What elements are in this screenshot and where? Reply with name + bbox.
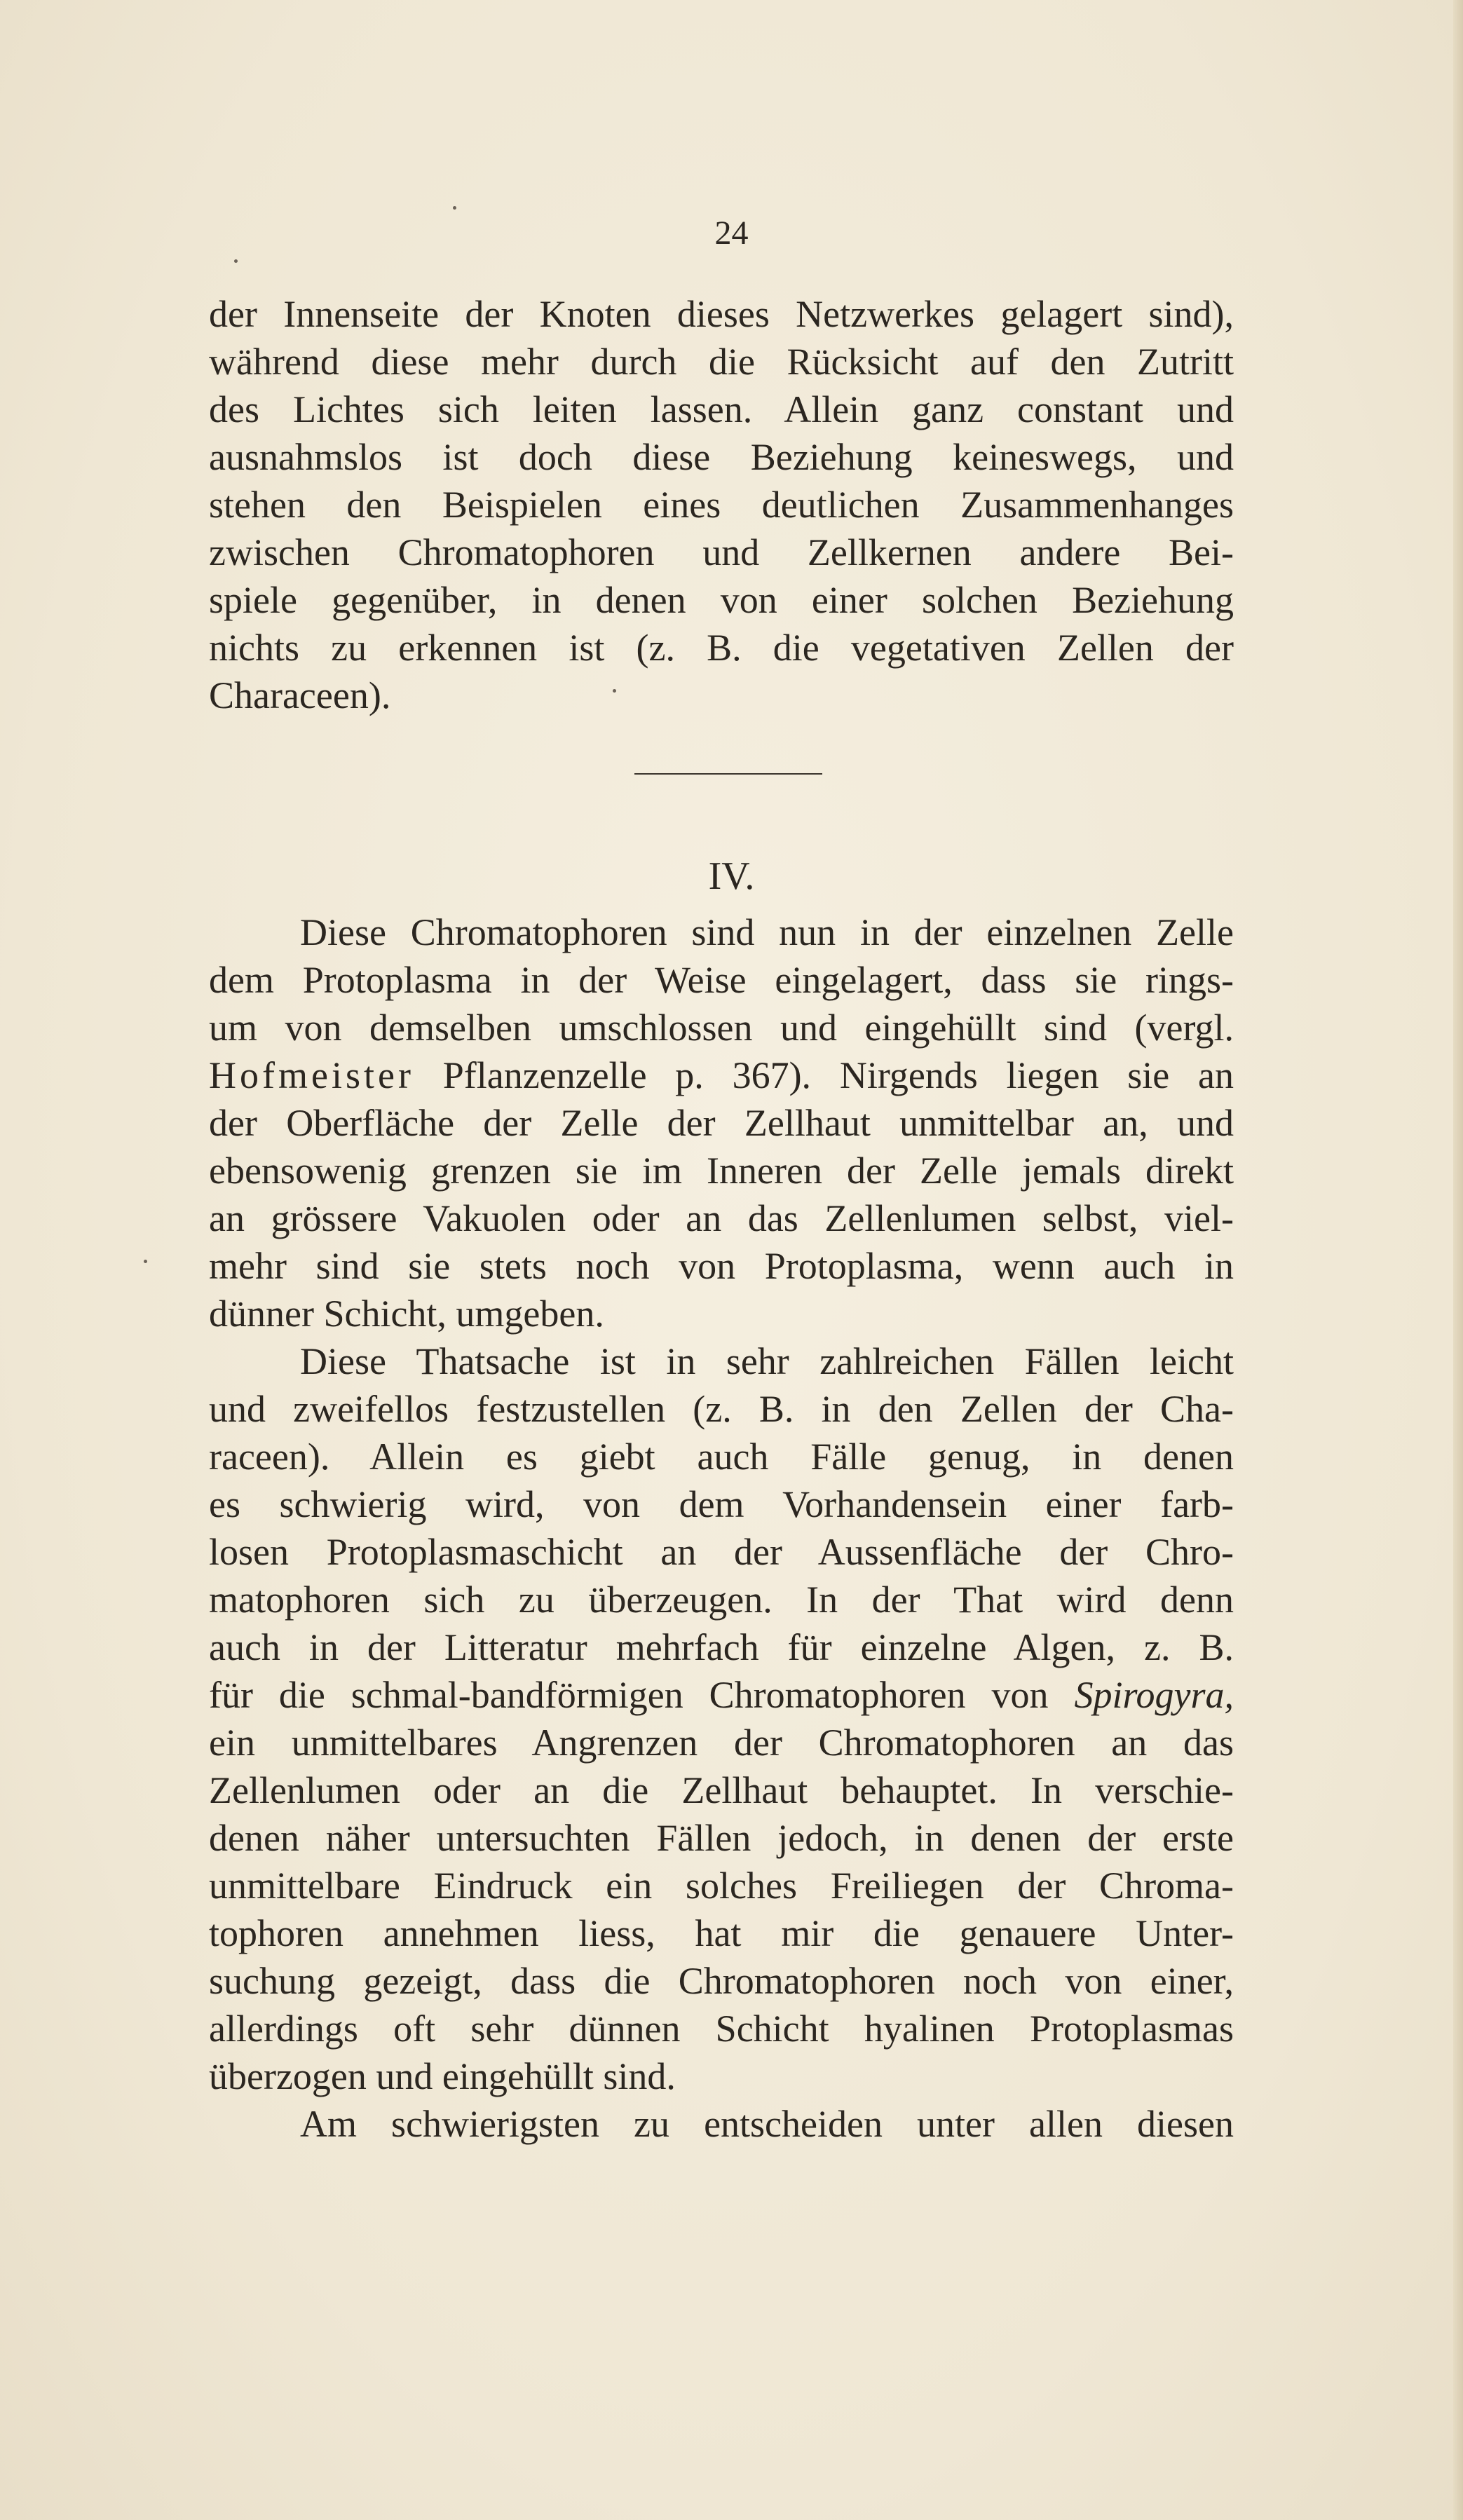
text-line: Am schwierigsten zu entscheiden unter allen diesen [300, 2103, 1234, 2145]
section-divider [634, 773, 822, 775]
text-line: der Innenseite der Knoten dieses Netzwerkes gelagert sind), [209, 293, 1234, 335]
text-line: an grössere Vakuolen oder an das Zellenlumen selbst, viel- [209, 1197, 1234, 1239]
top-paragraph [209, 290, 1234, 719]
paragraph-1 [209, 908, 1234, 1337]
page-number: 24 [714, 214, 749, 252]
text-fragment: für die schmal-bandförmigen Chromatophoren von [209, 1674, 1049, 1716]
text-line: allerdings oft sehr dünnen Schicht hyalinen Protoplasmas [209, 2008, 1234, 2050]
paragraph-3 [209, 2100, 1234, 2148]
print-speck [234, 259, 238, 263]
paragraph-2 [209, 1337, 1234, 2100]
text-line: dünner Schicht, umgeben. [209, 1293, 604, 1335]
genus-name: Spirogyra, [1074, 1674, 1234, 1716]
text-line: des Lichtes sich leiten lassen. Allein ganz constant und [209, 388, 1234, 430]
text-line: Diese Thatsache ist in sehr zahlreichen Fällen leicht [300, 1340, 1234, 1382]
text-line: ebensowenig grenzen sie im Inneren der Zelle jemals direkt [209, 1150, 1234, 1192]
text-line [209, 1051, 1234, 1099]
author-name: Hofmeister [209, 1054, 414, 1096]
text-line: dem Protoplasma in der Weise eingelagert, dass sie rings- [209, 959, 1234, 1001]
text-line: raceen). Allein es giebt auch Fälle genug, in denen [209, 1436, 1234, 1478]
text-line: Zellenlumen oder an die Zellhaut behauptet. In verschie- [209, 1769, 1234, 1811]
text-line: ein unmittelbares Angrenzen der Chromatophoren an das [209, 1722, 1234, 1764]
text-line: suchung gezeigt, dass die Chromatophoren noch von einer, [209, 1960, 1234, 2002]
text-line: Diese Chromatophoren sind nun in der einzelnen Zelle [300, 911, 1234, 953]
text-line: denen näher untersuchten Fällen jedoch, in denen der erste [209, 1817, 1234, 1859]
text-line: während diese mehr durch die Rücksicht auf den Zutritt [209, 341, 1234, 383]
text-line: losen Protoplasmaschicht an der Aussenfläche der Chro- [209, 1531, 1234, 1573]
text-line: überzogen und eingehüllt sind. [209, 2055, 676, 2097]
text-line [209, 1671, 1234, 1719]
text-fragment: Pflanzenzelle p. 367). Nirgends liegen sie an [442, 1054, 1234, 1096]
page-edge-shadow [1453, 0, 1463, 2520]
text-line: matophoren sich zu überzeugen. In der That wird denn [209, 1579, 1234, 1621]
text-line: nichts zu erkennen ist (z. B. die vegetativen Zellen der [209, 627, 1234, 669]
text-line: unmittelbare Eindruck ein solches Freiliegen der Chroma- [209, 1865, 1234, 1907]
text-line: auch in der Litteratur mehrfach für einzelne Algen, z. B. [209, 1626, 1234, 1668]
text-line: Characeen). [209, 674, 391, 716]
print-speck [144, 1260, 147, 1263]
text-line: um von demselben umschlossen und eingehüllt sind (vergl. [209, 1007, 1234, 1049]
text-line: tophoren annehmen liess, hat mir die genauere Unter- [209, 1912, 1234, 1954]
text-line: ausnahmslos ist doch diese Beziehung keineswegs, und [209, 436, 1234, 478]
text-line: es schwierig wird, von dem Vorhandensein einer farb- [209, 1483, 1234, 1525]
text-line: mehr sind sie stets noch von Protoplasma, wenn auch in [209, 1245, 1234, 1287]
section-heading: IV. [708, 854, 755, 898]
text-line: der Oberfläche der Zelle der Zellhaut unmittelbar an, und [209, 1102, 1234, 1144]
text-line: spiele gegenüber, in denen von einer solchen Beziehung [209, 579, 1234, 621]
text-line: und zweifellos festzustellen (z. B. in den Zellen der Cha- [209, 1388, 1234, 1430]
text-line: stehen den Beispielen eines deutlichen Zusammenhanges [209, 484, 1234, 526]
text-line: zwischen Chromatophoren und Zellkernen andere Bei- [209, 531, 1234, 573]
print-speck [453, 206, 456, 210]
